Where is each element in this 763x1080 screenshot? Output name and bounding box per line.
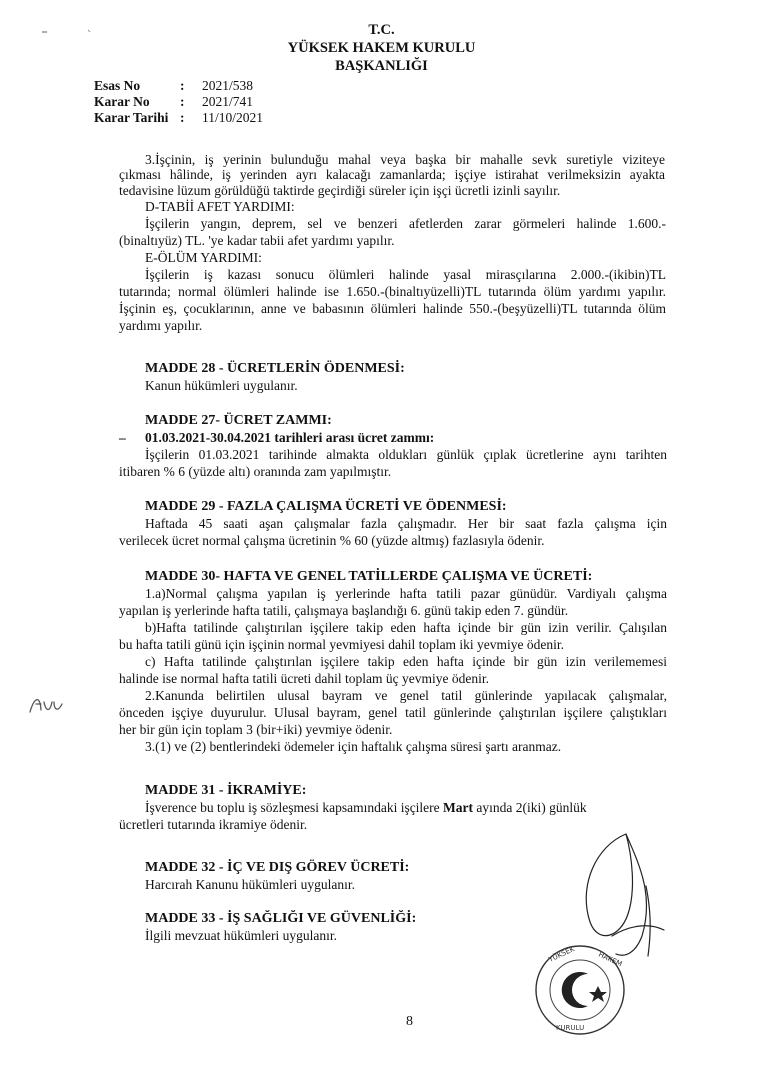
marginal-initials-mark bbox=[26, 688, 66, 720]
madde-30-line-2: yapılan iş yerlerinde hafta tatili, çalışmaya başlandığı 6. günü takip eden 7. gündür. bbox=[119, 603, 569, 618]
scan-specks bbox=[40, 26, 100, 38]
official-seal bbox=[510, 936, 640, 1036]
madde-31-title: MADDE 31 - İKRAMİYE: bbox=[145, 783, 307, 798]
meta-esas bbox=[94, 78, 253, 94]
madde-27-line-2: itibaren % 6 (yüzde altı) oranında zam yapılmıştır. bbox=[119, 464, 392, 479]
meta-label: Esas No bbox=[94, 78, 141, 93]
e-line-2: tutarında; normal ölümleri halinde ise 1.650.-(binaltıyüzelli)TL tutarında ölüm yardımı yapılır. bbox=[119, 284, 666, 299]
madde-27-dash: – bbox=[119, 430, 126, 445]
madde-30-title: MADDE 30- HAFTA VE GENEL TATİLLERDE ÇALIŞMA VE ÜCRETİ: bbox=[145, 569, 593, 584]
header-institution: YÜKSEK HAKEM KURULU bbox=[287, 40, 476, 56]
madde-29-line-1: Haftada 45 saati aşan çalışmalar fazla çalışmadır. Her bir saat fazla çalışma için bbox=[145, 516, 667, 531]
p3-line-1: 3.İşçinin, iş yerinin bulunduğu mahal veya başka bir mahalle sevk suretiyle viziteye bbox=[145, 152, 665, 167]
meta-tarih bbox=[94, 110, 263, 126]
madde-30-line-8: önceden işçiye duyurulur. Ulusal bayram, genel tatil günlerinde çalıştırılan işçilere çalıştıkları bbox=[119, 705, 667, 720]
madde-30-line-6: halinde ise normal hafta tatili ücreti dahil toplam üç yevmiye ödenir. bbox=[119, 671, 490, 686]
p3-line-2: çıkması hâlinde, iş yerinden ayrı kalacağı zamanlarda; işçiye istirahat verilmeksizin ayakta bbox=[119, 167, 665, 182]
madde-32-title: MADDE 32 - İÇ VE DIŞ GÖREV ÜCRETİ: bbox=[145, 860, 410, 875]
meta-label: Karar Tarihi bbox=[94, 110, 169, 125]
madde-31-month: Mart bbox=[443, 800, 474, 815]
madde-31-text-a: İşverence bu toplu iş sözleşmesi kapsamındaki işçilere bbox=[145, 800, 444, 815]
madde-29-title: MADDE 29 - FAZLA ÇALIŞMA ÜCRETİ VE ÖDENMESİ: bbox=[145, 499, 507, 514]
page-number: 8 bbox=[406, 1014, 413, 1029]
d-line-2: (binaltıyüz) TL. 'ye kadar tabii afet yardımı yapılır. bbox=[119, 233, 395, 248]
d-line-1: İşçilerin yangın, deprem, sel ve benzeri afetlerden zarar görmeleri halinde 1.600.- bbox=[145, 216, 666, 231]
meta-value: 11/10/2021 bbox=[202, 110, 264, 125]
seal-lettering-2: HAKEM bbox=[597, 950, 624, 969]
madde-28-title: MADDE 28 - ÜCRETLERİN ÖDENMESİ: bbox=[145, 361, 405, 376]
madde-31-line-1 bbox=[145, 800, 667, 816]
seal-lettering: YÜKSEK bbox=[547, 944, 576, 964]
e-line-1: İşçilerin iş kazası sonucu ölümleri halinde yasal mirasçılarına 2.000.-(ikibin)TL bbox=[145, 267, 666, 282]
madde-30-line-4: bu hafta tatili günü için işçinin normal yevmiyesi dahil toplam iki yevmiye ödenir. bbox=[119, 637, 565, 652]
madde-28-text: Kanun hükümleri uygulanır. bbox=[145, 378, 298, 393]
madde-30-line-7: 2.Kanunda belirtilen ulusal bayram ve genel tatil günlerinde yapılacak çalışmalar, bbox=[145, 688, 667, 703]
meta-label: Karar No bbox=[94, 94, 150, 109]
d-title: D-TABİİ AFET YARDIMI: bbox=[145, 199, 295, 214]
e-line-4: yardımı yapılır. bbox=[119, 318, 203, 333]
madde-27-line-1: İşçilerin 01.03.2021 tarihinde almakta oldukları günlük çıplak ücretlerine aynı tarihten bbox=[145, 447, 667, 462]
meta-sep: : bbox=[180, 94, 185, 109]
madde-27-title: MADDE 27- ÜCRET ZAMMI: bbox=[145, 413, 332, 428]
meta-sep: : bbox=[180, 78, 185, 93]
meta-sep: : bbox=[180, 110, 185, 125]
seal-lettering-3: KURULU bbox=[556, 1024, 585, 1032]
meta-karar bbox=[94, 94, 253, 110]
e-title: E-ÖLÜM YARDIMI: bbox=[145, 250, 262, 265]
madde-33-text: İlgili mevzuat hükümleri uygulanır. bbox=[145, 928, 337, 943]
madde-31-text-b: ayında 2(iki) günlük bbox=[473, 800, 587, 815]
madde-31-line-2: ücretleri tutarında ikramiye ödenir. bbox=[119, 817, 308, 832]
madde-30-line-1: 1.a)Normal çalışma yapılan iş yerlerinde hafta tatili pazar günüdür. Vardiyalı çalışma bbox=[145, 586, 667, 601]
header-tc: T.C. bbox=[368, 22, 395, 38]
madde-33-title: MADDE 33 - İŞ SAĞLIĞI VE GÜVENLİĞİ: bbox=[145, 911, 417, 926]
madde-30-line-10: 3.(1) ve (2) bentlerindeki ödemeler için haftalık çalışma süresi şartı aranmaz. bbox=[145, 739, 562, 754]
madde-29-line-2: verilecek ücret normal çalışma ücretinin % 60 (yüzde altmış) fazlasıyla ödenir. bbox=[119, 533, 545, 548]
e-line-3: İşçinin eş, çocuklarının, anne ve babasının ölümleri halinde 550.-(beşyüzelli)TL tutarında ölüm bbox=[119, 301, 666, 316]
madde-30-line-5: c) Hafta tatilinde çalıştırılan işçilere takip eden hafta içinde bir gün izin verilememesi bbox=[145, 654, 667, 669]
meta-value: 2021/741 bbox=[202, 94, 254, 109]
madde-30-line-9: her bir gün için toplam 3 (bir+iki) yevmiye ödenir. bbox=[119, 722, 393, 737]
header-presidency: BAŞKANLIĞI bbox=[335, 58, 428, 74]
madde-32-text: Harcırah Kanunu hükümleri uygulanır. bbox=[145, 877, 355, 892]
madde-30-line-3: b)Hafta tatilinde çalıştırılan işçilere takip eden hafta içinde bir gün izin verilir. Çalışılan bbox=[145, 620, 667, 635]
madde-27-subtitle: 01.03.2021-30.04.2021 tarihleri arası ücret zammı: bbox=[145, 430, 435, 445]
p3-line-3: tedavisine lüzum görüldüğü taktirde geçirdiği süreler için işçi ücretli izinli sayılır. bbox=[119, 183, 561, 198]
meta-value: 2021/538 bbox=[202, 78, 254, 93]
